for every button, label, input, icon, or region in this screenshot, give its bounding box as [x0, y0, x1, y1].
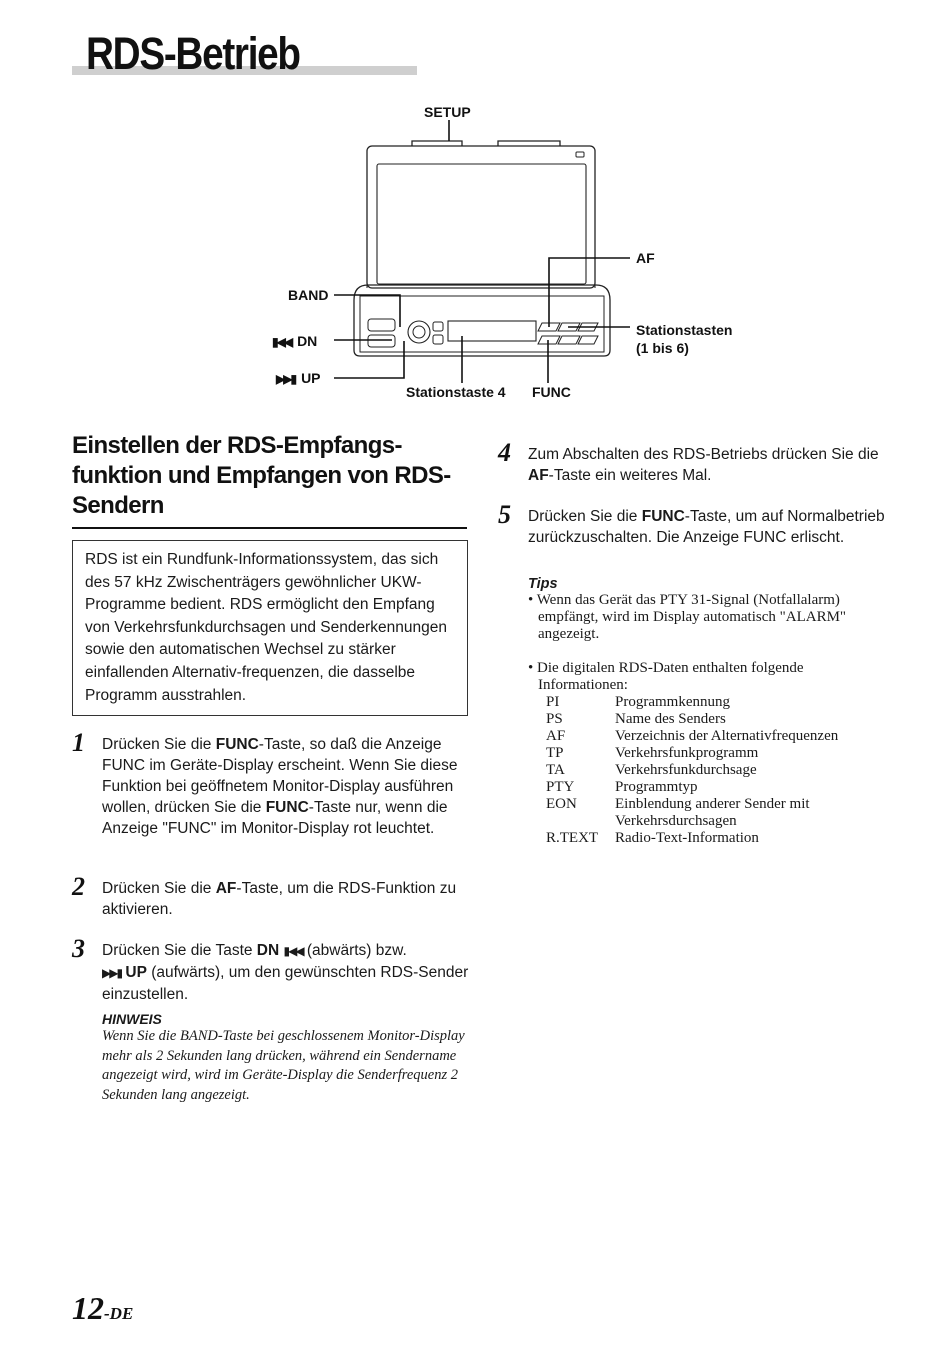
skip-forward-icon: ▶▶▮	[102, 966, 122, 980]
step-1	[72, 728, 462, 864]
tips-title: Tips	[528, 576, 558, 592]
label-setup: SETUP	[424, 104, 471, 120]
device-diagram	[0, 0, 950, 410]
rds-info-list: PI Programmkennung PS Name des Senders AF Verzeichnis der Alternativfrequenzen TP Verkehrsfunkprogramm TA Verkehrsfunkdurchsage PTY Programmtyp EON Einblendung anderer Sender mit Verkehrsdurchsagen R.TEXT Radio-Text-Information	[546, 694, 839, 846]
label-up: ▶▶▮ UP	[276, 370, 321, 386]
tip-rds-data: • Die digitalen RDS-Daten enthalten folgende Informationen:	[528, 660, 804, 693]
tip-alarm: • Wenn das Gerät das PTY 31-Signal (Notfallalarm) empfängt, wird im Display automatisch "ALARM" angezeigt.	[528, 592, 847, 642]
tips-section	[528, 576, 873, 846]
step-number: 3	[72, 934, 85, 963]
hinweis-text: Wenn Sie die BAND-Taste bei geschlossenem Monitor-Display mehr als 2 Sekunden lang drücken, während ein Sendername angezeigt wird, wird im Geräte-Display die Senderfrequenz 2 Sekunden lang angezeigt.	[102, 1028, 465, 1103]
step-number: 2	[72, 872, 85, 901]
step-5	[498, 500, 888, 572]
skip-forward-icon: ▶▶▮	[276, 372, 296, 386]
page-title: RDS-Betrieb	[86, 28, 300, 79]
step-number: 4	[498, 438, 511, 467]
label-af: AF	[636, 250, 655, 266]
step-3	[72, 934, 469, 1010]
label-band: BAND	[288, 287, 329, 303]
step-text: Drücken Sie die FUNC-Taste, so daß die Anzeige FUNC im Geräte-Display erscheint. Wenn Sie diese Funktion bei geöffnetem Monitor-Display ausführen wollen, drücken Sie die FUNC-Taste nur, wenn die Anzeige "FUNC" im Monitor-Display rot leuchtet.	[102, 736, 458, 837]
hinweis-note	[102, 1011, 467, 1105]
page-number: 12-DE	[72, 1290, 134, 1326]
label-stationstasten: Stationstasten (1 bis 6)	[636, 322, 733, 356]
label-func: FUNC	[532, 384, 571, 400]
skip-back-icon: ▮◀◀	[283, 944, 303, 958]
step-number: 1	[72, 728, 85, 757]
step-4	[498, 438, 888, 490]
step-text: Drücken Sie die Taste DN ▮◀◀ (abwärts) bzw. ▶▶▮ UP (aufwärts), um den gewünschten RDS-Sender einzustellen.	[102, 942, 469, 1003]
label-dn: ▮◀◀ DN	[272, 333, 318, 349]
step-text: Drücken Sie die FUNC-Taste, um auf Normalbetrieb zurückzuschalten. Die Anzeige FUNC erlischt.	[528, 508, 885, 546]
step-number: 5	[498, 500, 511, 529]
step-2	[72, 872, 462, 928]
skip-back-icon: ▮◀◀	[272, 335, 292, 349]
section-heading: Einstellen der RDS-Empfangs-funktion und Empfangen von RDS-Sendern	[72, 431, 467, 529]
label-stationstaste-4: Stationstaste 4	[406, 384, 506, 400]
intro-box: RDS ist ein Rundfunk-Informationssystem, das sich des 57 kHz Zwischenträgers gewöhnlicher UKW-Programme bedient. RDS ermöglicht den Empfang von Verkehrsfunkdurchsagen und Senderkennungen sowie den automatischen Wechsel zu stärker einfallenden Alternativ-frequenzen, die dasselbe Programm ausstrahlen.	[72, 540, 468, 716]
step-text: Drücken Sie die AF-Taste, um die RDS-Funktion zu aktivieren.	[102, 880, 457, 918]
hinweis-title: HINWEIS	[102, 1011, 162, 1027]
step-text: Zum Abschalten des RDS-Betriebs drücken Sie die AF-Taste ein weiteres Mal.	[528, 446, 879, 484]
